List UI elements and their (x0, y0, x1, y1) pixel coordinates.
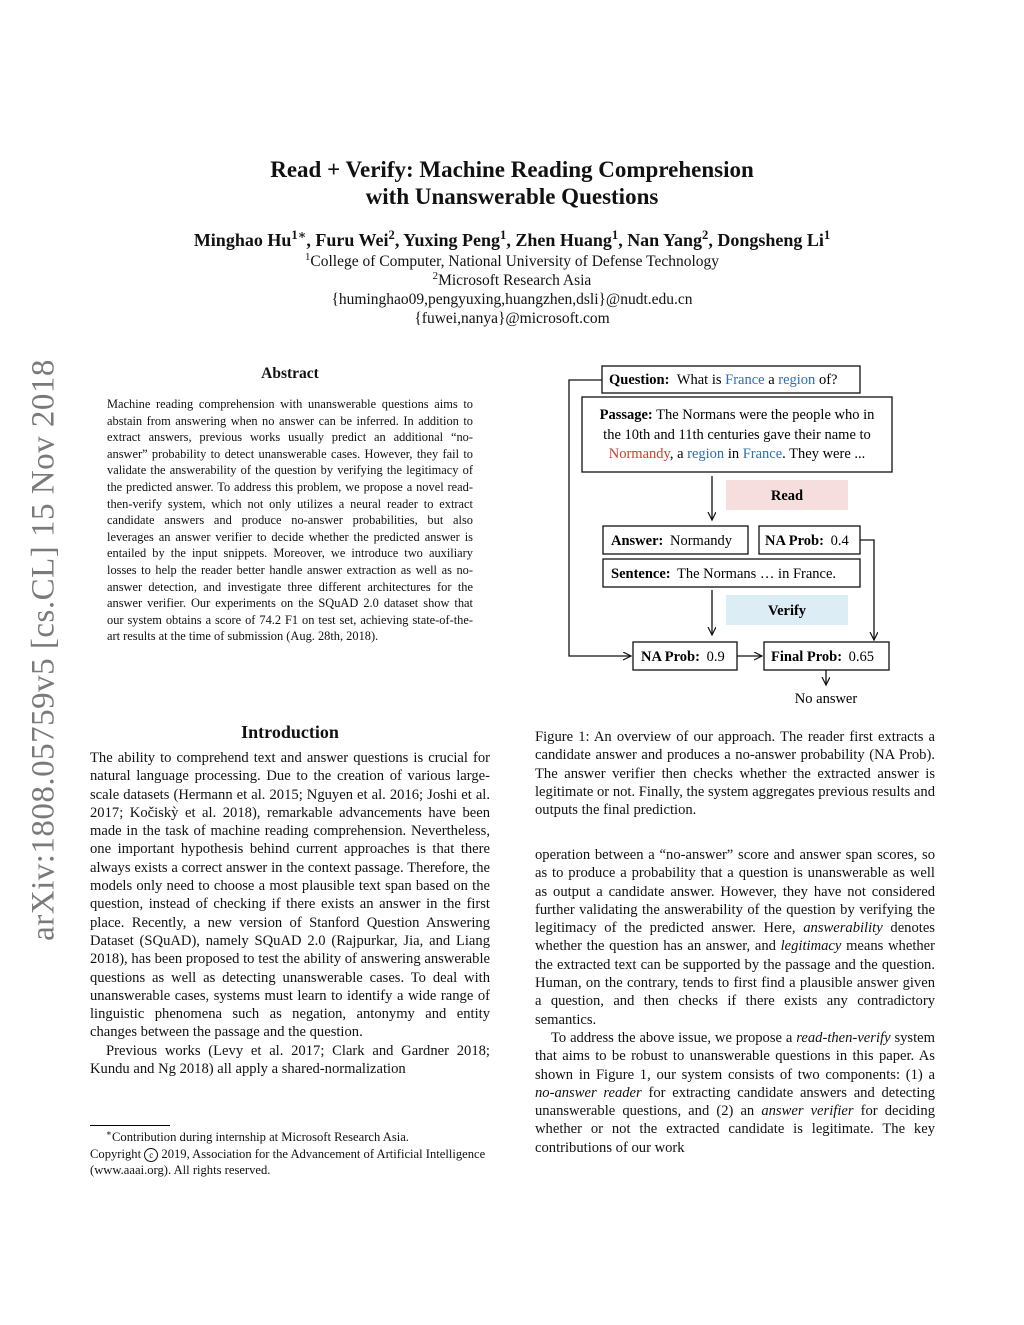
figure-caption: Figure 1: An overview of our approach. The reader first extracts a candidate answer and produces a no-answer probability (NA Prob). The answer verifier then checks whether the extracted answer is legitimate or not. Finally, the system aggregates previous results and outputs the final prediction. (535, 729, 935, 819)
author: Minghao Hu (193, 230, 292, 250)
arxiv-stamp: arXiv:1808.05759v5 [cs.CL] 15 Nov 2018 (25, 359, 62, 941)
affiliations: $^1$College of Computer, National University of Defense Technology $^2$Microsoft Research Asia {huminghao09,pengyuxing,huangzhen,dsli}@nudt.edu.cn {fuwei,nanya}@microsoft.com (0, 252, 1024, 328)
email-line: {huminghao09,pengyuxing,huangzhen,dsli}@nudt.edu.cn (331, 291, 693, 308)
paragraph: operation between a “no-answer” score and answer span scores, so as to produce a probability that a question is unanswerable as well as output a candidate answer. However, they have not considered further validating the answerability of the question by verifying the legitimacy of the predicted answer. Here, answerability denotes whether the question has an answer, and legitimacy means whether the extracted text can be supported by the passage and the question. Human, on the contrary, tends to first find a plausible answer given a question, and then checks if there exists any contradictory semantics. (535, 847, 936, 1028)
author-list: Minghao $Hu^{1∗}$, Furu Wei$^2$, Yuxing Peng$^1$, Zhen Huang$^1$, Nan Yang$^2$, Dongsheng Li$^1$ (193, 228, 831, 250)
figure-1-diagram (535, 362, 935, 712)
author: Zhen Huang (515, 230, 612, 250)
answer-text: Answer: Normandy (611, 533, 732, 549)
abstract-text: Machine reading comprehension with unanswerable questions aims to abstain from answering when no answer can be inferred. In addition to extract answers, previous works usually predict an additional “no-answer” probability to detect unanswerable cases. However, they fail to validate the answerability of the question by verifying the legitimacy of the predicted answer. To address this problem, we propose a novel read-then-verify system, which not only utilizes a neural reader to extract candidate answers and produce no-answer probabilities, but also leverages an answer verifier to decide whether the predicted answer is entailed by the input snippets. Moreover, we introduce two auxiliary losses to help the reader better handle answer extraction as well as no-answer detection, and investigate three different architectures for the answer verifier. Our experiments on the SQuAD 2.0 dataset show that our system obtains a score of 74.2 F1 on test set, achieving state-of-the-art results at the time of submission (Aug. 28th, 2018). (107, 397, 473, 644)
arrow-naprob-to-final (860, 540, 874, 640)
author: Nan Yang (627, 230, 703, 250)
na-prob-text: NA Prob: 0.4 (765, 533, 849, 549)
passage-line-1: Passage: The Normans were the people who in (599, 407, 875, 423)
email-line: {fuwei,nanya}@microsoft.com (414, 310, 610, 327)
paper-title: Read + Verify: Machine Reading Comprehension with Unanswerable Questions (270, 157, 754, 209)
introduction-body (90, 749, 490, 1078)
paragraph: The ability to comprehend text and answer questions is crucial for natural language processing. Due to the creation of various large-scale datasets (Hermann et al. 2015; Nguyen et al. 2016; Joshi et al. 2017; Kočiskỳ et al. 2018), remarkable advancements have been made in the task of machine reading comprehension. Nevertheless, one important hypothesis behind current approaches is that there always exists a correct answer in the context passage. Therefore, the models only need to choose a most plausible text span based on the question, instead of checking if there exists an answer in the first place. Recently, a new version of Stanford Question Answering Dataset (SQuAD), namely SQuAD 2.0 (Rajpurkar, Jia, and Liang 2018), has been proposed to test the ability of answering answerable questions as well as detecting unanswerable cases. To deal with unanswerable cases, systems must learn to identify a wide range of linguistic phenomena such as negation, antonymy and entity changes between the passage and the question. (90, 750, 490, 1041)
read-label: Read (770, 488, 804, 504)
sentence-text: Sentence: The Normans … in France. (611, 566, 837, 582)
question-text: Question: What is France a region of? (609, 372, 838, 388)
introduction-heading: Introduction (241, 722, 339, 742)
verify-label: Verify (767, 603, 807, 619)
author: Furu Wei (315, 230, 389, 250)
copyright-icon: c (144, 1148, 158, 1162)
footnote: ∗Contribution during internship at Microsoft Research Asia. Copyright c 2019, Association for the Advancement of Artificial Intelligence (www.aaai.org). All rights reserved. (90, 1129, 490, 1179)
paragraph: Previous works (Levy et al. 2017; Clark and Gardner 2018; Kundu and Ng 2018) all apply a shared-normalization (90, 1042, 490, 1078)
paragraph: To address the above issue, we propose a read-then-verify system that aims to be robust to unanswerable questions in this paper. As shown in Figure 1, our system consists of two components: (1) a no-answer reader for extracting candidate answers and detecting unanswerable questions, and (2) an answer verifier for deciding whether or not the extracted candidate is legitimate. The key contributions of our work (535, 1029, 935, 1156)
author: Dongsheng Li (717, 230, 824, 250)
copyright-notice: Copyright c 2019, Association for the Advancement of Artificial Intelligence (www.aaai.org). All rights reserved. (90, 1146, 486, 1177)
author: Yuxing Peng (403, 230, 501, 250)
passage-line-2: the 10th and 11th centuries gave their name to (603, 427, 871, 443)
passage-line-3: Normandy, a region in France. They were ... (608, 446, 866, 462)
footnote-rule (90, 1125, 170, 1126)
right-column-body (535, 846, 935, 1157)
abstract-heading: Abstract (261, 365, 319, 382)
final-prob-text: Final Prob: 0.65 (771, 649, 875, 665)
no-answer-output: No answer (794, 691, 858, 707)
na-prob-verifier-text: NA Prob: 0.9 (641, 649, 725, 665)
